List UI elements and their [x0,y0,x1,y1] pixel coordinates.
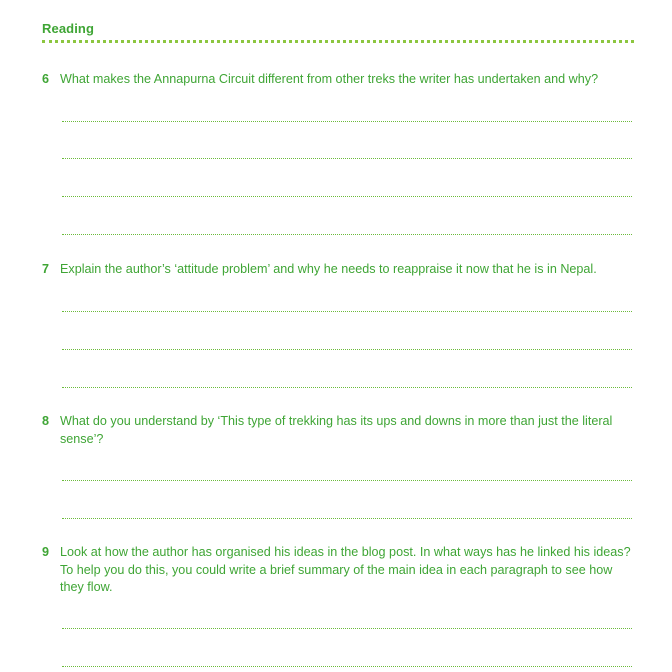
section-title: Reading [42,21,94,36]
answer-line[interactable] [62,234,632,235]
answer-line[interactable] [62,311,632,312]
question-text: What do you understand by ‘This type of trekking has its ups and downs in more than just the literal sense’? [60,414,613,446]
question-number: 7 [42,262,50,276]
answer-line[interactable] [62,480,632,481]
answer-line[interactable] [62,196,632,197]
question-number: 9 [42,545,50,559]
answer-line[interactable] [62,518,632,519]
question-number: 8 [42,414,50,428]
answer-line[interactable] [62,628,632,629]
question-text: What makes the Annapurna Circuit different from other treks the writer has undertaken and why? [60,72,599,86]
answer-line[interactable] [62,666,632,667]
question-number: 6 [42,72,50,86]
answer-line[interactable] [62,158,632,159]
section-divider [42,40,634,43]
answer-line[interactable] [62,387,632,388]
question-text: Explain the author’s ‘attitude problem’ and why he needs to reappraise it now that he is in Nepal. [60,262,597,276]
answer-line[interactable] [62,121,632,122]
question-text: Look at how the author has organised his ideas in the blog post. In what ways has he linked his ideas? To help you do this, you could write a brief summary of the main idea in each paragraph to see how they flow. [60,545,631,594]
answer-line[interactable] [62,349,632,350]
